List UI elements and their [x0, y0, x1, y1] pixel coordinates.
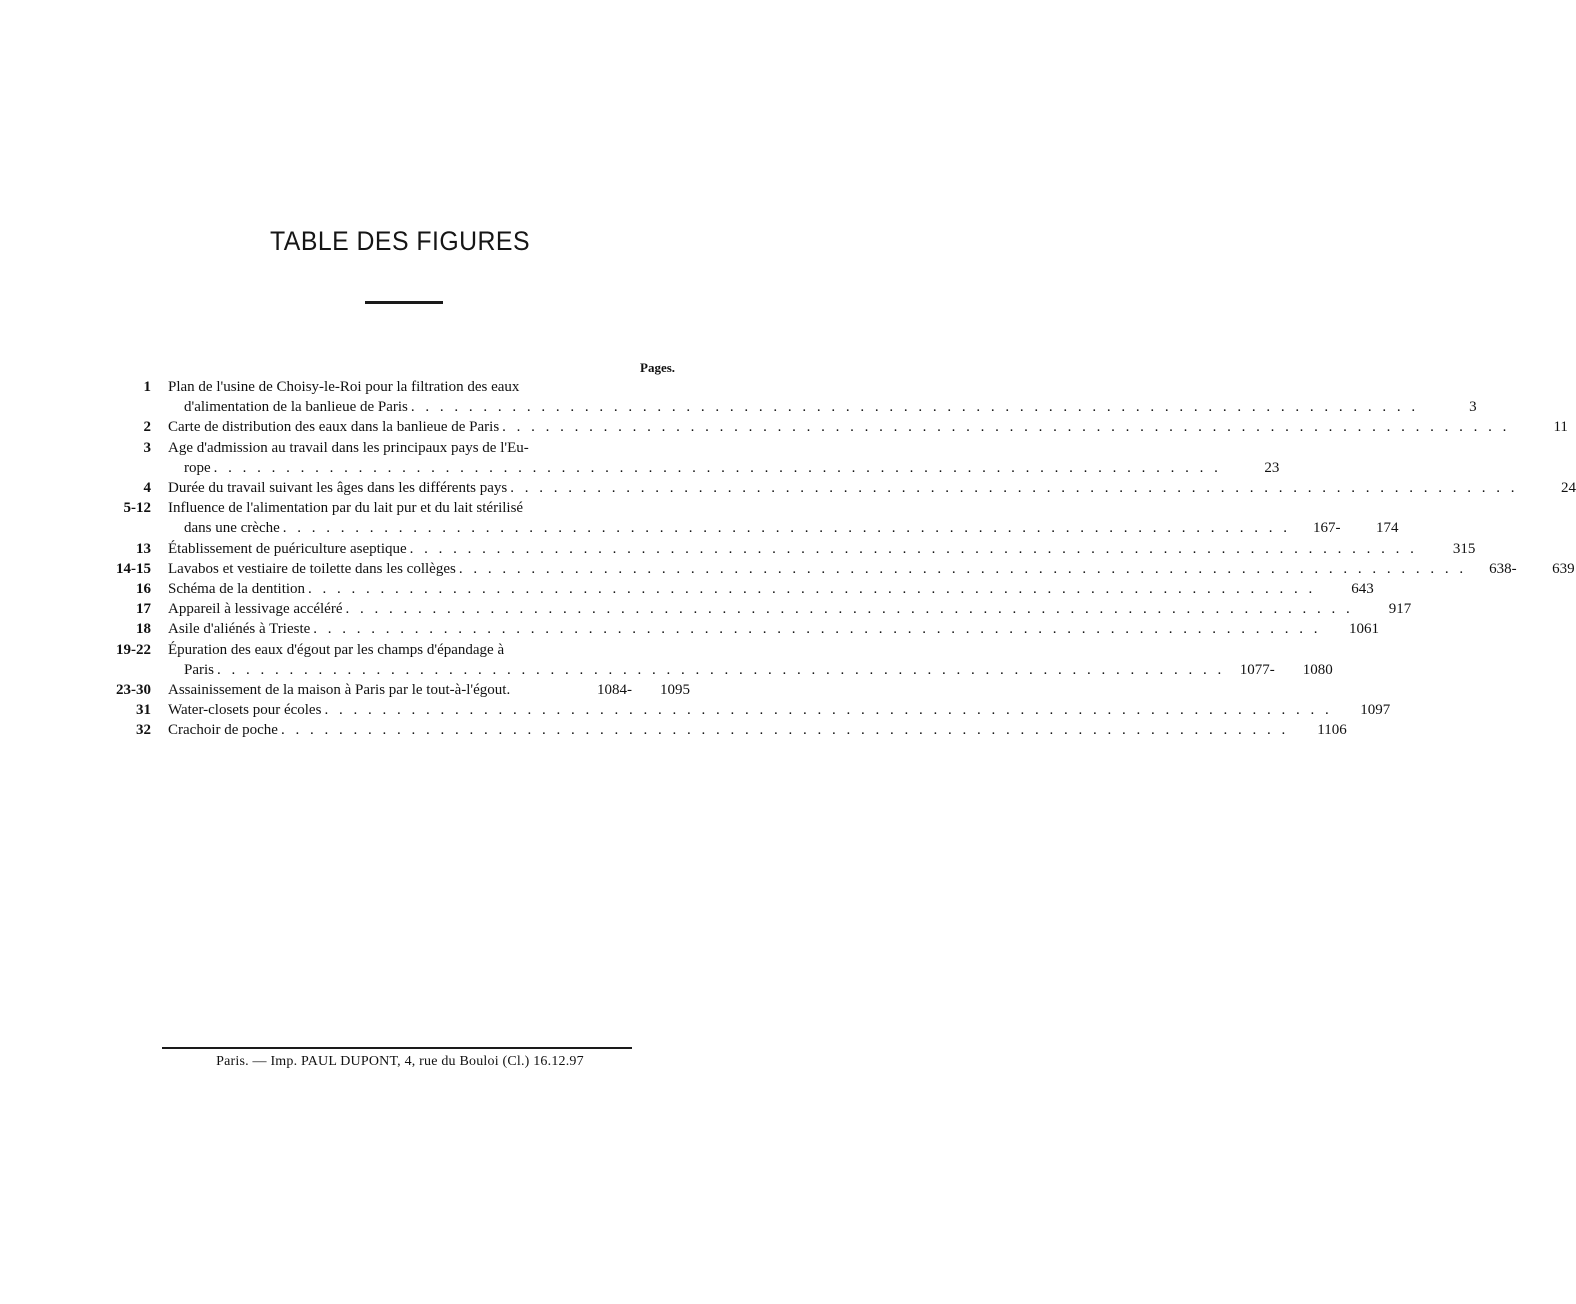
page-number: 3	[1469, 399, 1477, 416]
entry-line	[168, 397, 1477, 417]
figure-caption: Épuration des eaux d'égout par les champs d'épandage à	[168, 641, 505, 658]
pages-column-header: Pages.	[640, 360, 676, 375]
figure-entry	[100, 438, 1280, 478]
leader-dots	[308, 579, 1316, 599]
page-number: 917	[1388, 601, 1412, 618]
page-number: 1080	[1302, 661, 1333, 678]
figure-number: 4	[143, 480, 151, 497]
entry-line	[168, 680, 690, 700]
entry-line	[168, 539, 1475, 559]
leader-dots	[510, 478, 1518, 498]
entry-line	[168, 579, 1374, 599]
figure-caption: Carte de distribution des eaux dans la banlieue de Paris	[168, 419, 500, 436]
figure-caption: Paris	[184, 661, 214, 678]
footer-rule	[162, 1047, 632, 1049]
entry-line	[168, 458, 1279, 478]
page-number: 23	[1264, 459, 1280, 476]
figure-caption: Age d'admission au travail dans les principaux pays de l'Eu-	[168, 439, 529, 456]
figure-caption: d'alimentation de la banlieue de Paris	[184, 399, 408, 416]
figure-number: 32	[136, 722, 151, 739]
figure-number: 2	[143, 419, 151, 436]
figure-caption: Water-closets pour écoles	[168, 702, 322, 719]
figure-entry	[100, 700, 1391, 720]
page-number: 1061	[1349, 621, 1380, 638]
figure-entry	[100, 498, 1399, 538]
page-title: TABLE DES FIGURES	[270, 226, 530, 256]
figure-entry	[100, 377, 1477, 417]
figure-caption: Schéma de la dentition	[168, 581, 306, 598]
figure-list	[100, 377, 1576, 741]
figure-caption: rope	[184, 459, 211, 476]
figure-entry	[100, 720, 1347, 740]
leader-dots	[283, 518, 1291, 538]
figure-entry	[100, 640, 1333, 680]
leader-dots	[345, 599, 1353, 619]
page-number: 174	[1376, 520, 1399, 537]
figure-number: 31	[136, 702, 151, 719]
figure-entry	[100, 680, 690, 700]
entry-line	[168, 700, 1390, 720]
leader-dots	[459, 559, 1467, 579]
figure-number: 3	[143, 439, 151, 456]
leader-dots	[313, 619, 1321, 639]
figure-number: 18	[136, 621, 151, 638]
figure-entry	[100, 619, 1380, 639]
page-range-start: 1077-	[1239, 661, 1275, 678]
leader-dots	[324, 700, 1332, 720]
figure-number: 13	[136, 540, 151, 557]
figure-entry	[100, 559, 1575, 579]
page-number: 315	[1452, 540, 1476, 557]
entry-line	[168, 559, 1575, 579]
entry-line	[168, 518, 1399, 538]
entry-line	[168, 438, 1279, 458]
figure-number: 1	[143, 379, 151, 395]
figure-number: 23-30	[116, 682, 151, 699]
figure-number: 16	[136, 581, 151, 598]
figure-caption: Lavabos et vestiaire de toilette dans les collèges	[168, 560, 456, 577]
page-number: 643	[1351, 581, 1374, 598]
figure-number: 5-12	[123, 500, 151, 517]
figure-caption: Assainissement de la maison à Paris par le tout-à-l'égout.	[168, 682, 511, 699]
leader-dots	[411, 397, 1419, 417]
figure-caption: Durée du travail suivant les âges dans les différents pays	[168, 480, 508, 497]
page-number: 11	[1553, 419, 1568, 436]
page-range-start: 167-	[1313, 520, 1341, 537]
entry-line	[168, 660, 1333, 680]
page-number: 1106	[1317, 722, 1347, 739]
figure-entry	[100, 478, 1576, 498]
figure-caption: Influence de l'alimentation par du lait pur et du lait stérilisé	[168, 500, 524, 517]
printer-imprint: Paris. — Imp. PAUL DUPONT, 4, rue du Bouloi (Cl.) 16.12.97	[216, 1054, 584, 1069]
figure-caption: Plan de l'usine de Choisy-le-Roi pour la filtration des eaux	[168, 379, 520, 395]
figure-entry	[100, 579, 1374, 599]
page-range-start: 1084-	[597, 682, 632, 699]
figure-number: 19-22	[116, 641, 151, 658]
page-number: 24	[1560, 480, 1576, 497]
figure-caption: Asile d'aliénés à Trieste	[168, 621, 311, 638]
entry-line	[168, 498, 1399, 518]
entry-line	[168, 417, 1568, 437]
leader-dots	[410, 539, 1418, 559]
page-number: 1095	[660, 682, 690, 699]
figure-entry	[100, 417, 1568, 437]
figure-caption: dans une crèche	[184, 520, 280, 537]
entry-line	[168, 640, 1333, 660]
entry-line	[168, 377, 1477, 397]
page-number: 1097	[1360, 702, 1391, 719]
entry-line	[168, 599, 1411, 619]
entry-line	[168, 619, 1379, 639]
figure-number: 14-15	[116, 560, 151, 577]
leader-dots	[281, 720, 1289, 740]
leader-dots	[502, 417, 1510, 437]
entry-line	[168, 478, 1576, 498]
title-rule	[365, 301, 443, 304]
leader-dots	[214, 458, 1222, 478]
figure-entry	[100, 599, 1412, 619]
page-number: 639	[1552, 560, 1575, 577]
page-range-start: 638-	[1489, 560, 1517, 577]
figure-entry	[100, 539, 1476, 559]
figure-caption: Appareil à lessivage accéléré	[168, 601, 343, 618]
figure-number: 17	[136, 601, 151, 618]
entry-line	[168, 720, 1347, 740]
leader-dots	[217, 660, 1225, 680]
figure-caption: Établissement de puériculture aseptique	[168, 540, 407, 557]
figure-caption: Crachoir de poche	[168, 722, 278, 739]
